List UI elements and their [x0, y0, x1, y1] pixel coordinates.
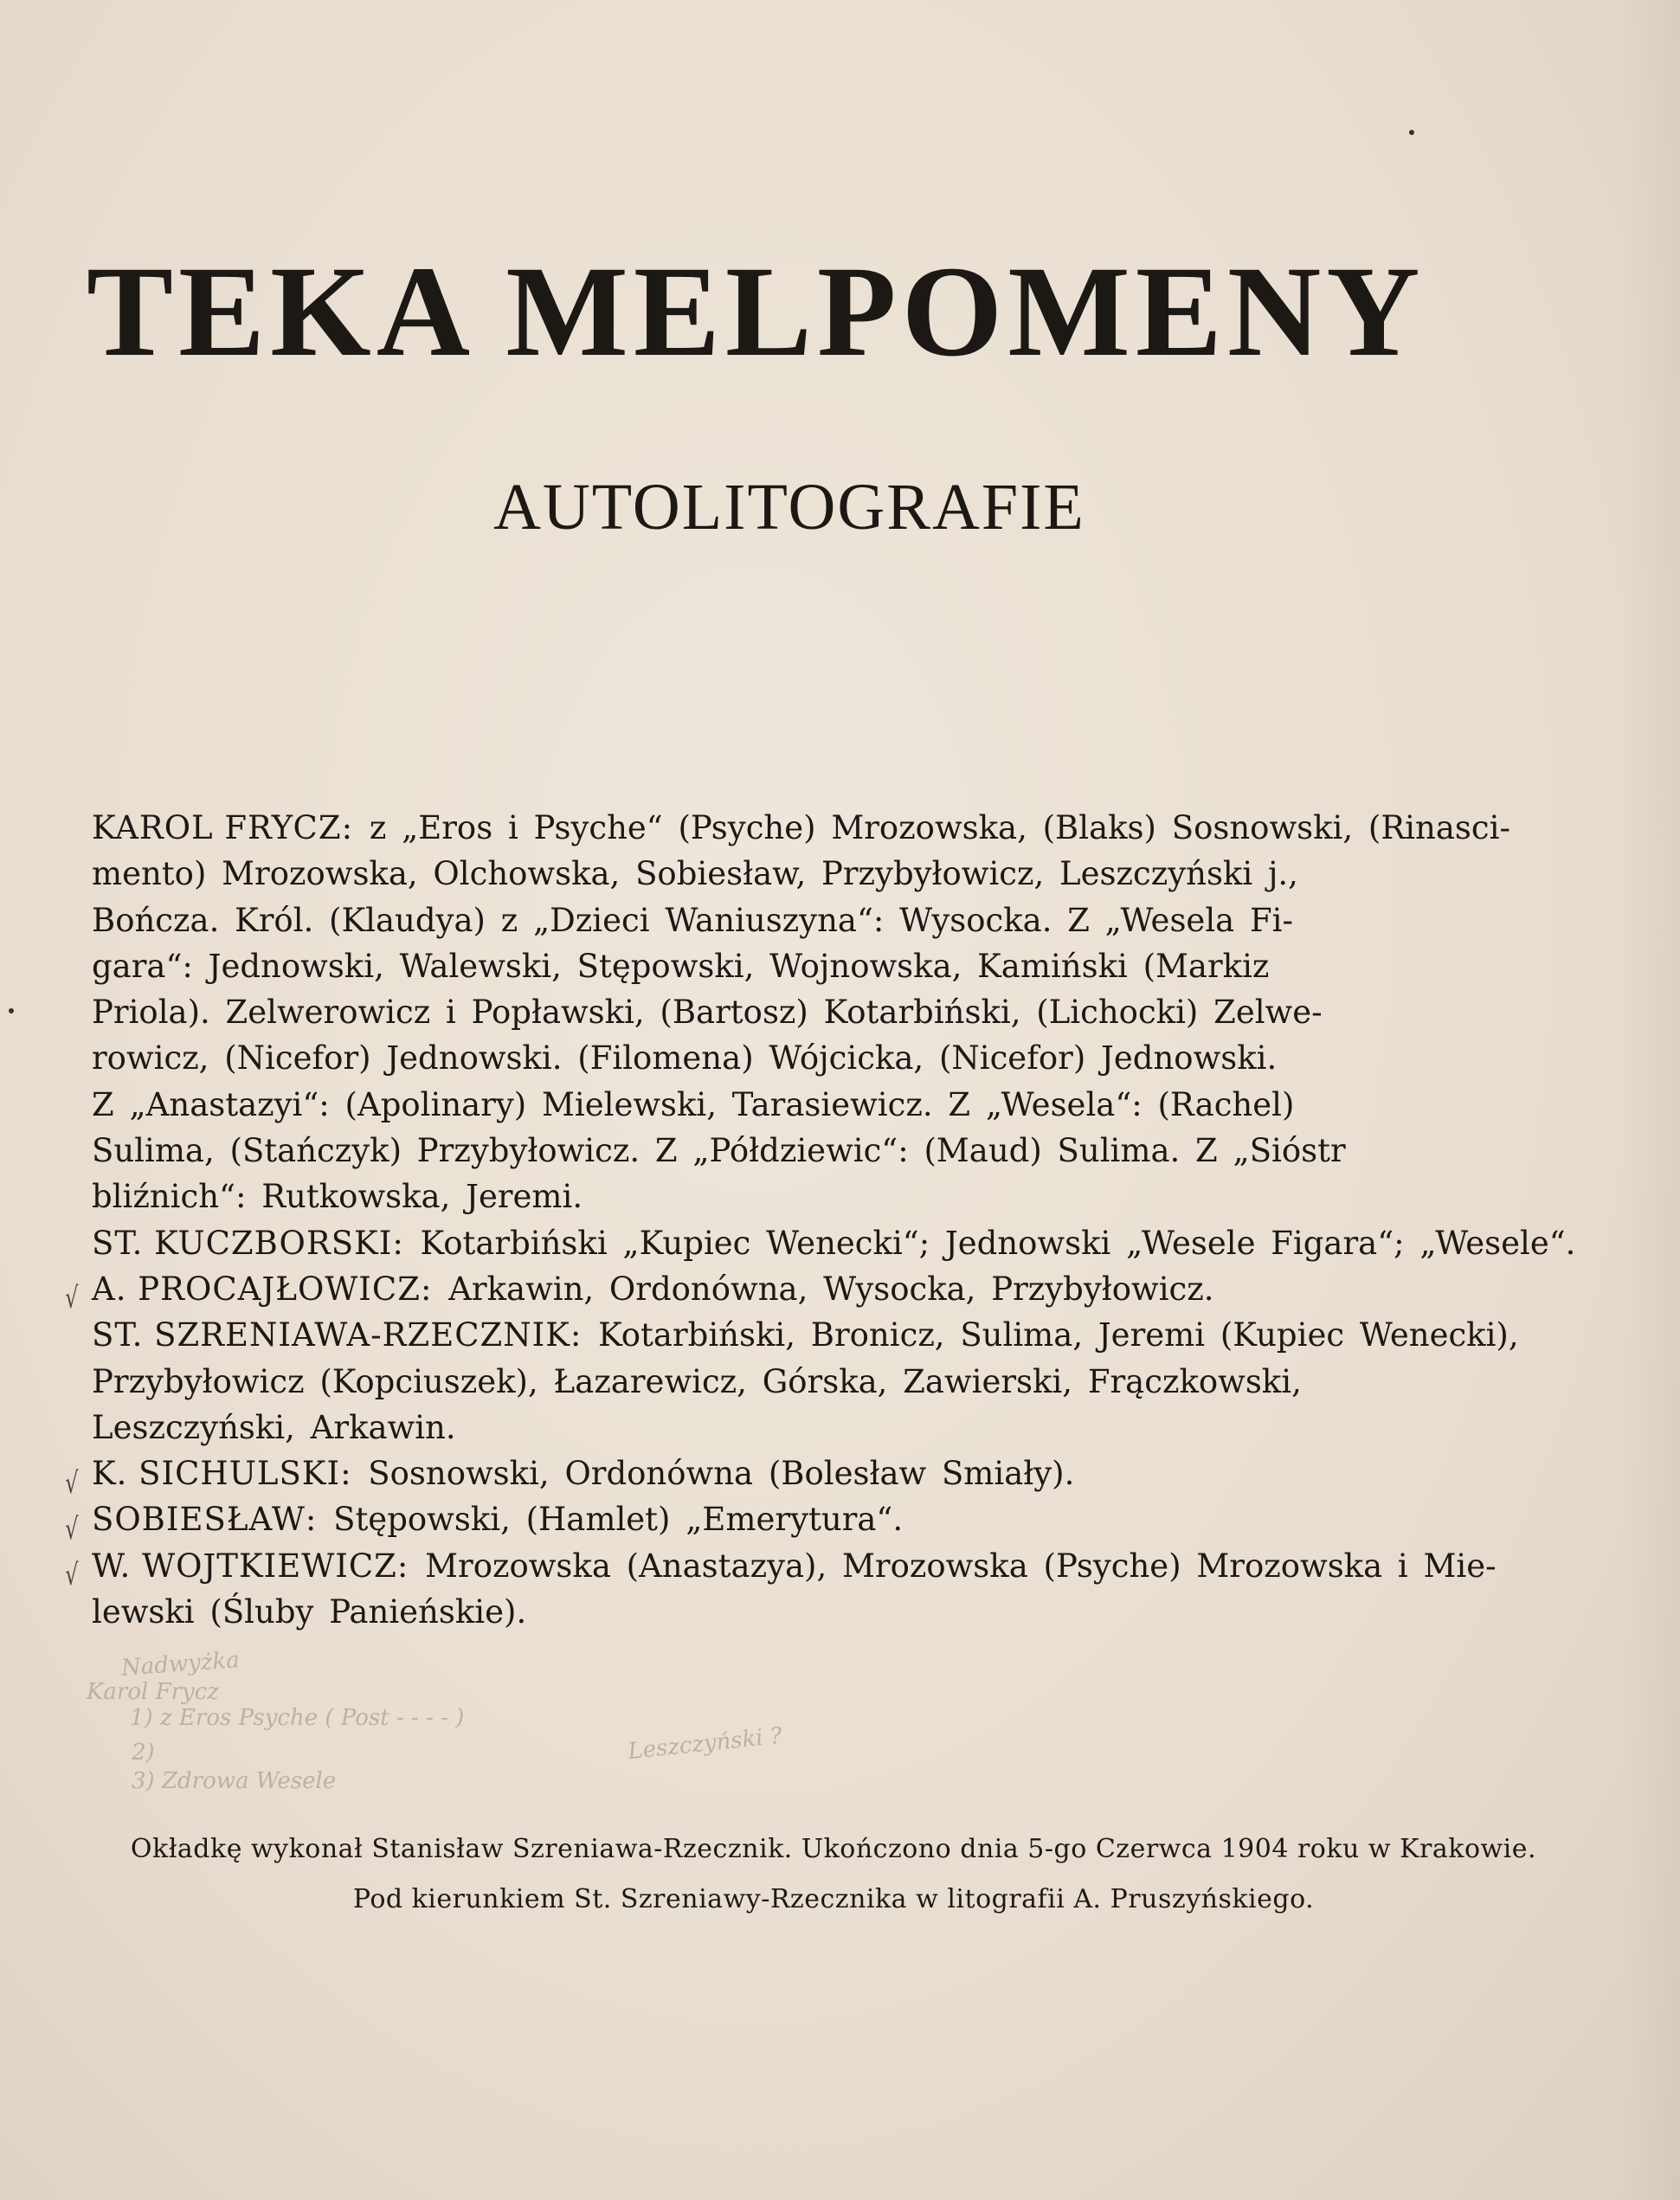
- works-line: Kotarbiński, Bronicz, Sulima, Jeremi (Kupiec Wenecki),: [598, 1316, 1519, 1354]
- artist-name: A. PROCAJŁOWICZ: [92, 1270, 421, 1308]
- works-line: rowicz, (Nicefor) Jednowski. (Filomena) Wójcicka, (Nicefor) Jednowski.: [92, 1039, 1278, 1077]
- pencil-check-mark-icon: √: [65, 1466, 79, 1501]
- artist-name: ST. SZRENIAWA-RZECZNIK: [92, 1316, 570, 1354]
- pencil-note: 2): [132, 1740, 155, 1766]
- artist-entry: SOBIESŁAW: Stępowski, (Hamlet) „Emerytura“.: [92, 1501, 904, 1539]
- works-line: mento) Mrozowska, Olchowska, Sobiesław, Przybyłowicz, Leszczyński j.,: [92, 855, 1298, 893]
- pencil-check-mark-icon: √: [65, 1558, 79, 1592]
- works-line: lewski (Śluby Panieńskie).: [92, 1593, 527, 1631]
- works-line: Przybyłowicz (Kopciuszek), Łazarewicz, Górska, Zawierski, Frączkowski,: [92, 1362, 1302, 1400]
- artist-entry: ST. KUCZBORSKI: Kotarbiński „Kupiec Wenecki“; Jednowski „Wesele Figara“; „Wesele“.: [92, 1224, 1576, 1262]
- subtitle: AUTOLITOGRAFIE: [493, 471, 1085, 544]
- works-line: gara“: Jednowski, Walewski, Stępowski, Wojnowska, Kamiński (Markiz: [92, 947, 1270, 985]
- artist-name: SOBIESŁAW: [92, 1501, 306, 1539]
- works-line: Kotarbiński „Kupiec Wenecki“; Jednowski „Wesele Figara“; „Wesele“.: [420, 1224, 1576, 1262]
- pencil-note: 1) z Eros Psyche ( Post - - - - ): [130, 1705, 465, 1731]
- artist-name: KAROL FRYCZ: [92, 809, 342, 846]
- colophon-line: Pod kierunkiem St. Szreniawy-Rzecznika w litografii A. Pruszyńskiego.: [352, 1884, 1315, 1914]
- works-line: z „Eros i Psyche“ (Psyche) Mrozowska, (Blaks) Sosnowski, (Rinasci-: [369, 809, 1510, 846]
- works-line: Leszczyński, Arkawin.: [92, 1408, 456, 1446]
- works-line: Mrozowska (Anastazya), Mrozowska (Psyche) Mrozowska i Mie-: [425, 1547, 1497, 1585]
- works-line: bliźnich“: Rutkowska, Jeremi.: [92, 1178, 583, 1216]
- pencil-check-mark-icon: √: [65, 1512, 79, 1547]
- works-line: Sulima, (Stańczyk) Przybyłowicz. Z „Półdziewic“: (Maud) Sulima. Z „Sióstr: [92, 1132, 1346, 1170]
- artist-entry: W. WOJTKIEWICZ: Mrozowska (Anastazya), Mrozowska (Psyche) Mrozowska i Mie- lewski (Śluby Panieńskie).: [92, 1543, 1580, 1636]
- works-line: Arkawin, Ordonówna, Wysocka, Przybyłowicz.: [448, 1270, 1214, 1308]
- artist-entry: K. SICHULSKI: Sosnowski, Ordonówna (Bolesław Smiały).: [92, 1455, 1075, 1493]
- paper-speck: [1409, 130, 1414, 135]
- pencil-note: Leszczyński ?: [626, 1722, 784, 1766]
- artist-name: K. SICHULSKI: [92, 1455, 341, 1493]
- pencil-note: 3) Zdrowa Wesele: [132, 1768, 337, 1794]
- works-line: Bończa. Król. (Klaudya) z „Dzieci Waniuszyna“: Wysocka. Z „Wesela Fi-: [92, 901, 1293, 939]
- works-line: Z „Anastazyi“: (Apolinary) Mielewski, Tarasiewicz. Z „Wesela“: (Rachel): [92, 1085, 1295, 1123]
- paper-speck: [9, 1008, 14, 1013]
- pencil-note: Nadwyżka: [120, 1647, 241, 1682]
- artist-entry: A. PROCAJŁOWICZ: Arkawin, Ordonówna, Wysocka, Przybyłowicz.: [92, 1270, 1214, 1308]
- works-line: Stępowski, (Hamlet) „Emerytura“.: [333, 1501, 904, 1539]
- artist-name: ST. KUCZBORSKI: [92, 1224, 393, 1262]
- pencil-check-mark-icon: √: [65, 1281, 79, 1315]
- works-line: Sosnowski, Ordonówna (Bolesław Smiały).: [368, 1455, 1075, 1493]
- artist-entry: KAROL FRYCZ: z „Eros i Psyche“ (Psyche) Mrozowska, (Blaks) Sosnowski, (Rinasci- mento) Mrozowska, Olchowska, Sobiesław, Przybyłowicz, Leszczyński j., Bończa. Król. (Klaudya) z „Dzieci Waniuszyna“: Wysocka. Z „Wesela Fi- gara“: Jednowski, Walewski, Stępowski, Wojnowska, Kamiński (Markiz Priola). Zelwerowicz i Popławski, (Bartosz) Kotarbiński, (Lichocki) Zelwe- rowicz, (Nicefor) Jednowski. (Filomena) Wójcicka, (Nicefor) Jednowski. Z „Anastazyi“: (Apolinary) Mielewski, Tarasiewicz. Z „Wesela“: (Rachel) Sulima, (Stańczyk) Przybyłowicz. Z „Półdziewic“: (Maud) Sulima. Z „Sióstr bliźnich“: Rutkowska, Jeremi.: [92, 805, 1580, 1220]
- pencil-note: Karol Frycz: [87, 1679, 220, 1705]
- main-title: TEKA MELPOMENY: [87, 240, 1426, 383]
- works-line: Priola). Zelwerowicz i Popławski, (Bartosz) Kotarbiński, (Lichocki) Zelwe-: [92, 994, 1323, 1032]
- artist-list: [92, 805, 1580, 1635]
- artist-name: W. WOJTKIEWICZ: [92, 1547, 397, 1585]
- artist-entry: ST. SZRENIAWA-RZECZNIK: Kotarbiński, Bronicz, Sulima, Jeremi (Kupiec Wenecki), Przybyłowicz (Kopciuszek), Łazarewicz, Górska, Zawierski, Frączkowski, Leszczyński, Arkawin.: [92, 1312, 1580, 1451]
- colophon-line: Okładkę wykonał Stanisław Szreniawa-Rzecznik. Ukończono dnia 5-go Czerwca 1904 roku w Krakowie.: [130, 1834, 1537, 1864]
- colophon: [85, 1824, 1582, 1925]
